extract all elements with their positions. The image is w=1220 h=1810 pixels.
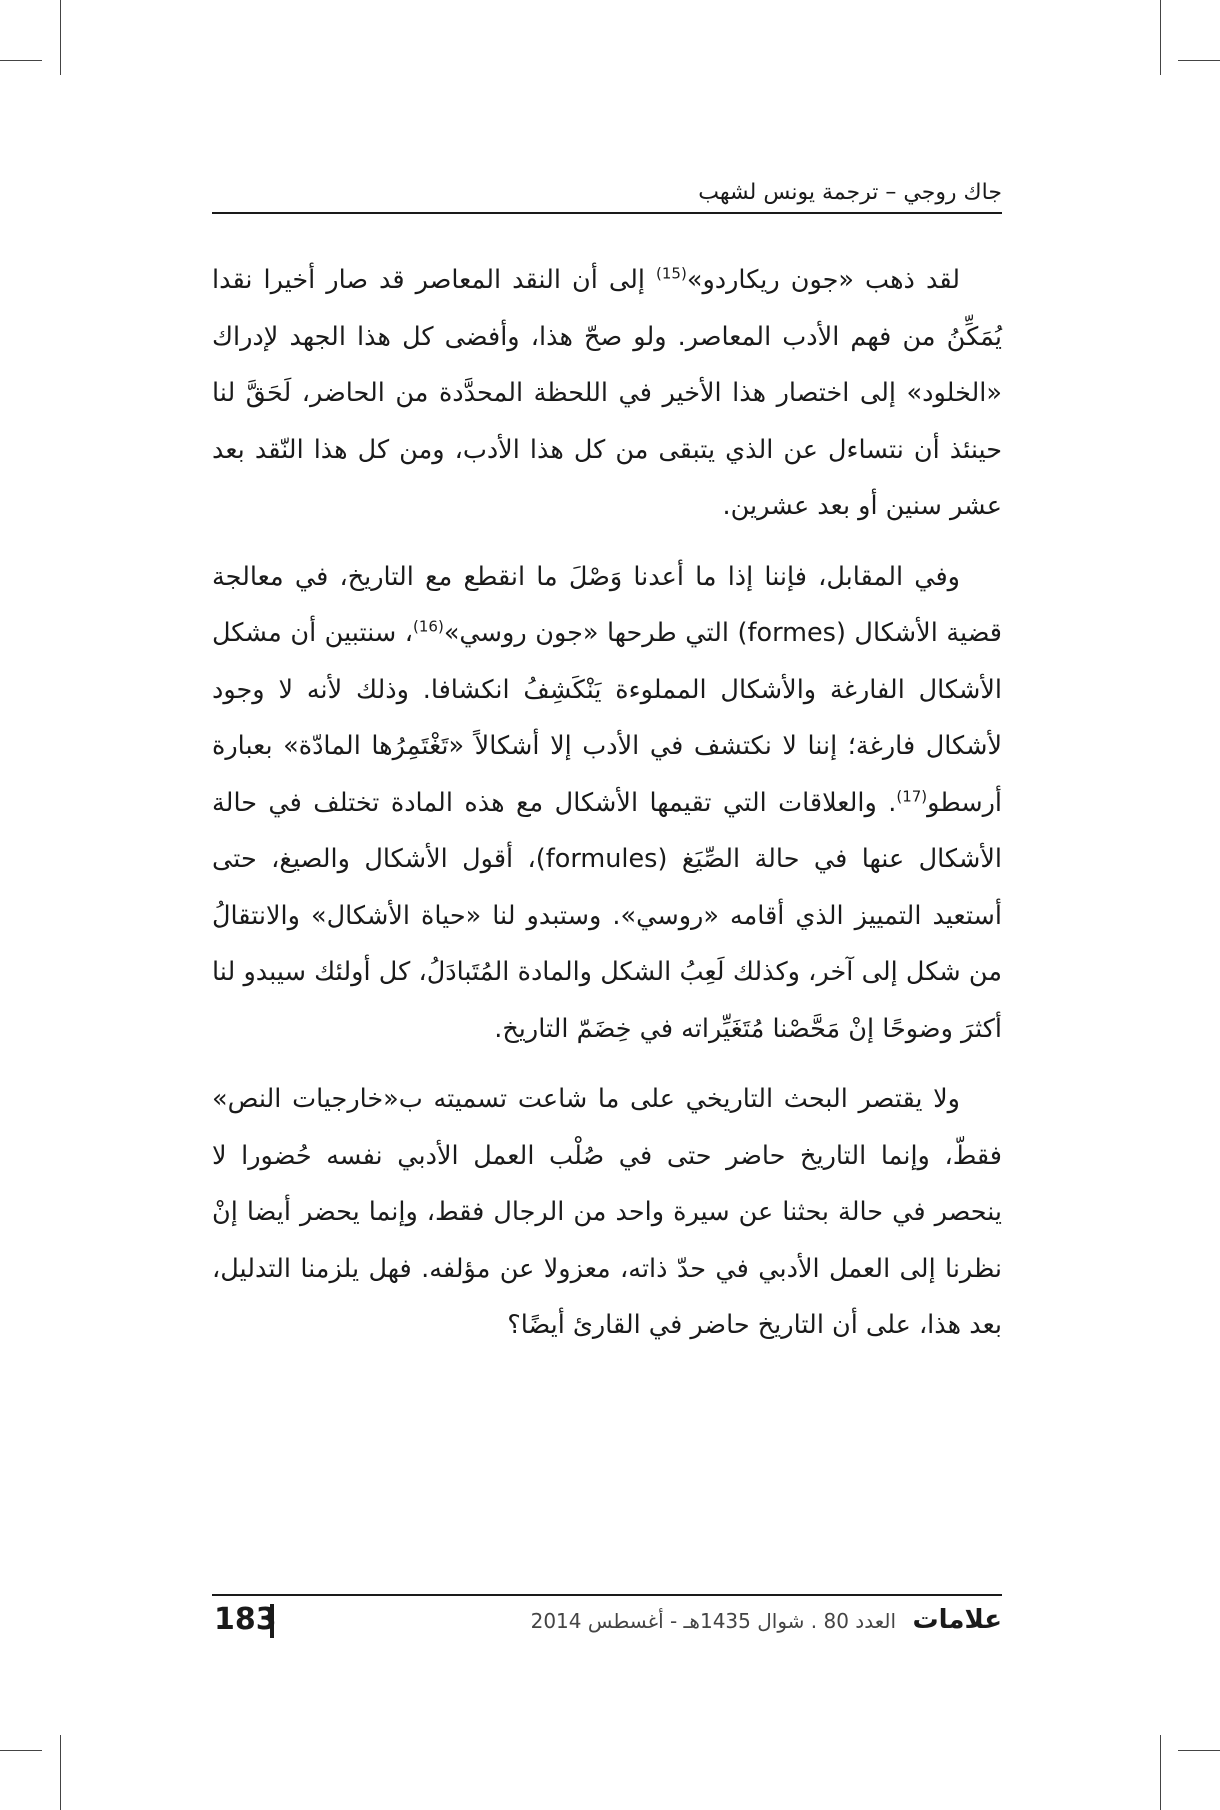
crop-mark xyxy=(60,1735,61,1810)
paragraph-text: لقد ذهب «جون ريكاردو» xyxy=(686,265,961,295)
crop-mark xyxy=(0,1750,42,1751)
paragraph-text: ، سنتبين أن مشكل الأشكال الفارغة والأشكال المملوءة يَنْكَشِفُ انكشافا. وذلك لأنه لا وجود لأشكال فارغة؛ إننا لا نكتشف في الأدب إلا أشكالاً «تَغْتَمِرُها المادّة» بعبارة أرسطو xyxy=(212,618,1002,818)
issue-info: العدد 80 . شوال 1435هـ - أغسطس 2014 xyxy=(530,1609,896,1633)
paragraph xyxy=(212,549,1002,1058)
crop-mark xyxy=(0,60,42,61)
footnote-ref: (17) xyxy=(896,787,928,805)
paragraph xyxy=(212,252,1002,535)
running-header: جاك روجي – ترجمة يونس لشهب xyxy=(698,180,1002,205)
body-text xyxy=(212,252,1002,1368)
crop-mark xyxy=(60,0,61,75)
page-footer xyxy=(212,1598,1002,1642)
page-number: 183 xyxy=(214,1602,277,1637)
paragraph-text: . والعلاقات التي تقيمها الأشكال مع هذه المادة تختلف في حالة الأشكال عنها في حالة الصِّيَغ (formules)، أقول الأشكال والصيغ، حتى أستعيد التمييز الذي أقامه «روسي». وستبدو لنا «حياة الأشكال» والانتقالُ من شكل إلى آخر، وكذلك لَعِبُ الشكل والمادة المُتَبادَلُ، كل أولئك سيبدو لنا أكثرَ وضوحًا إنْ مَحَّصْنا مُتَغَيِّراته في خِضَمّ التاريخ. xyxy=(212,787,1002,1044)
header-rule xyxy=(212,212,1002,214)
paragraph-text: وفي المقابل، فإننا إذا ما أعدنا وَصْلَ ما انقطع مع التاريخ، في معالجة قضية الأشكال (formes) التي طرحها «جون روسي» xyxy=(212,561,1003,648)
journal-logo: علامات xyxy=(912,1605,1002,1635)
crop-mark xyxy=(1178,60,1220,61)
footer-rule xyxy=(212,1594,1002,1596)
crop-mark xyxy=(1160,1735,1161,1810)
paragraph-text: ولا يقتصر البحث التاريخي على ما شاعت تسميته ب«خارجيات النص» فقطّ، وإنما التاريخ حاضر حتى في صُلْب العمل الأدبي نفسه حُضورا لا ينحصر في حالة بحثنا عن سيرة واحد من الرجال فقط، وإنما يحضر أيضا إنْ نظرنا إلى العمل الأدبي في حدّ ذاته، معزولا عن مؤلفه. فهل يلزمنا التدليل، بعد هذا، على أن التاريخ حاضر في القارئ أيضًا؟ xyxy=(212,1084,1002,1340)
crop-mark xyxy=(1178,1750,1220,1751)
paragraph xyxy=(212,1071,1002,1354)
paragraph-text: إلى أن النقد المعاصر قد صار أخيرا نقدا يُمَكِّنُ من فهم الأدب المعاصر. ولو صحّ هذا، وأفضى كل هذا الجهد لإدراك «الخلود» إلى اختصار هذا الأخير في اللحظة المحدَّدة من الحاضر، لَحَقَّ لنا حينئذ أن نتساءل عن الذي يتبقى من كل هذا الأدب، ومن كل هذا النّقد بعد عشر سنين أو بعد عشرين. xyxy=(212,265,1002,521)
footnote-ref: (16) xyxy=(413,617,444,636)
footnote-ref: (15) xyxy=(656,264,687,283)
crop-mark xyxy=(1160,0,1161,75)
